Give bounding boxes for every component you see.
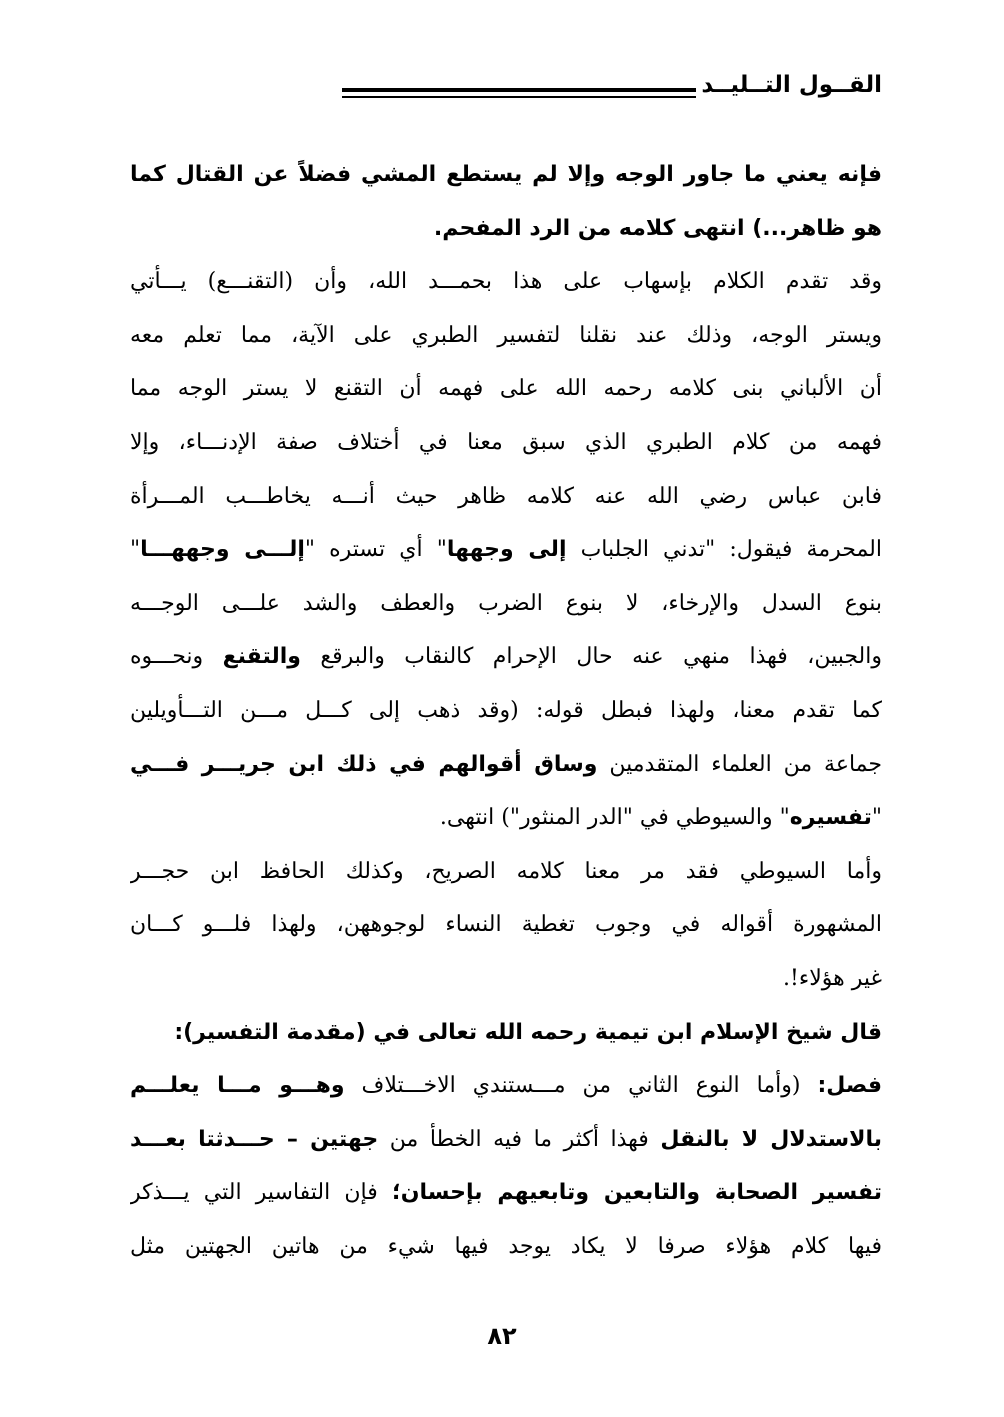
bold-text-run: وهـــو مـــا يعلـــم bbox=[130, 1073, 345, 1099]
text-line bbox=[130, 630, 882, 684]
body-text bbox=[130, 148, 882, 1273]
text-line bbox=[130, 470, 882, 524]
text-run: " bbox=[130, 537, 141, 563]
text-line bbox=[130, 791, 882, 845]
text-line bbox=[130, 1220, 882, 1274]
bold-text-run: إلـــى وجههـــا bbox=[140, 537, 305, 563]
text-run: ونحـــوه bbox=[130, 644, 223, 670]
bold-text-run: إلى وجهها bbox=[446, 537, 567, 563]
bold-text-run: فصل: bbox=[817, 1073, 882, 1099]
text-line bbox=[130, 1006, 882, 1060]
text-run: فهمه من كلام الطبري الذي سبق معنا في أختلاف صفة الإدنـــاء، وإلا bbox=[130, 429, 882, 455]
text-run: فهذا أكثر ما فيه الخطأ من bbox=[378, 1126, 661, 1152]
text-run: فيها كلام هؤلاء صرفا لا يكاد يوجد فيها شيء من هاتين الجهتين مثل bbox=[130, 1233, 882, 1259]
text-line bbox=[130, 148, 882, 202]
text-line bbox=[130, 1059, 882, 1113]
text-line bbox=[130, 1166, 882, 1220]
running-header bbox=[130, 68, 882, 108]
header-rule-thick bbox=[342, 88, 696, 92]
text-run: فابن عباس رضي الله عنه كلامه ظاهر حيث أنـــه يخاطـــب المـــرأة bbox=[130, 483, 882, 509]
text-line bbox=[130, 577, 882, 631]
text-run: " bbox=[871, 805, 882, 831]
text-line bbox=[130, 845, 882, 899]
bold-text-run: تفسيره bbox=[789, 805, 872, 831]
text-run: جماعة من العلماء المتقدمين bbox=[597, 751, 882, 777]
text-run: وقد تقدم الكلام بإسهاب على هذا بحمـــد الله، وأن (التقنـــع) يـــأتي bbox=[130, 269, 882, 295]
book-title: القــول التــليــد bbox=[701, 72, 882, 98]
text-line bbox=[130, 684, 882, 738]
header-rule-thin bbox=[342, 96, 696, 98]
text-run: " أي تستره " bbox=[304, 537, 447, 563]
page-number: ٨٢ bbox=[487, 1322, 517, 1350]
text-line bbox=[130, 362, 882, 416]
text-line bbox=[130, 309, 882, 363]
text-run: والجبين، فهذا منهي عنه حال الإحرام كالنقاب والبرقع bbox=[300, 644, 882, 670]
text-run: بنوع السدل والإرخاء، لا بنوع الضرب والعطف والشد علـــى الوجـــه bbox=[130, 590, 882, 616]
bold-text-run: قال شيخ الإسلام ابن تيمية رحمه الله تعالى في (مقدمة التفسير): bbox=[174, 1019, 882, 1045]
text-line bbox=[130, 1113, 882, 1167]
text-line bbox=[130, 255, 882, 309]
text-line bbox=[130, 898, 882, 952]
text-run: المحرمة فيقول: "تدني الجلباب bbox=[566, 537, 882, 563]
bold-text-run: تفسير الصحابة والتابعين وتابعيهم بإحسان؛ bbox=[391, 1180, 882, 1206]
text-line bbox=[130, 202, 882, 256]
text-run: " والسيوطي في "الدر المنثور") انتهى. bbox=[439, 805, 790, 831]
text-run: ويستر الوجه، وذلك عند نقلنا لتفسير الطبري على الآية، مما تعلم معه bbox=[130, 322, 882, 348]
text-run: فإن التفاسير التي يـــذكر bbox=[130, 1180, 392, 1206]
text-run: (وأما النوع الثاني من مـــستندي الاخـــتلاف bbox=[344, 1073, 818, 1099]
text-run: أن الألباني بنى كلامه رحمه الله على فهمه أن التقنع لا يستر الوجه مما bbox=[130, 376, 882, 402]
text-run: المشهورة أقواله في وجوب تغطية النساء لوجوههن، ولهذا فلـــو كـــان bbox=[130, 912, 882, 938]
text-line bbox=[130, 738, 882, 792]
text-line bbox=[130, 952, 882, 1006]
bold-text-run: هو ظاهر...) انتهى كلامه من الرد المفحم. bbox=[433, 215, 882, 241]
bold-text-run: وساق أقوالهم في ذلك ابن جريـــر فـــي bbox=[130, 751, 598, 777]
text-line bbox=[130, 416, 882, 470]
bold-text-run: فإنه يعني ما جاور الوجه وإلا لم يستطع المشي فضلاً عن القتال كما bbox=[130, 162, 882, 187]
text-line bbox=[130, 523, 882, 577]
text-run: كما تقدم معنا، ولهذا فبطل قوله: (وقد ذهب إلى كـــل مـــن التـــأويلين bbox=[130, 697, 882, 723]
bold-text-run: جهتين – حـــدثتا بعـــد bbox=[130, 1126, 379, 1152]
bold-text-run: بالاستدلال لا بالنقل bbox=[660, 1126, 882, 1152]
text-run: غير هؤلاء!. bbox=[783, 965, 882, 991]
bold-text-run: والتقنع bbox=[222, 644, 301, 670]
text-run: وأما السيوطي فقد مر معنا كلامه الصريح، وكذلك الحافظ ابن حجـــر bbox=[130, 858, 882, 884]
